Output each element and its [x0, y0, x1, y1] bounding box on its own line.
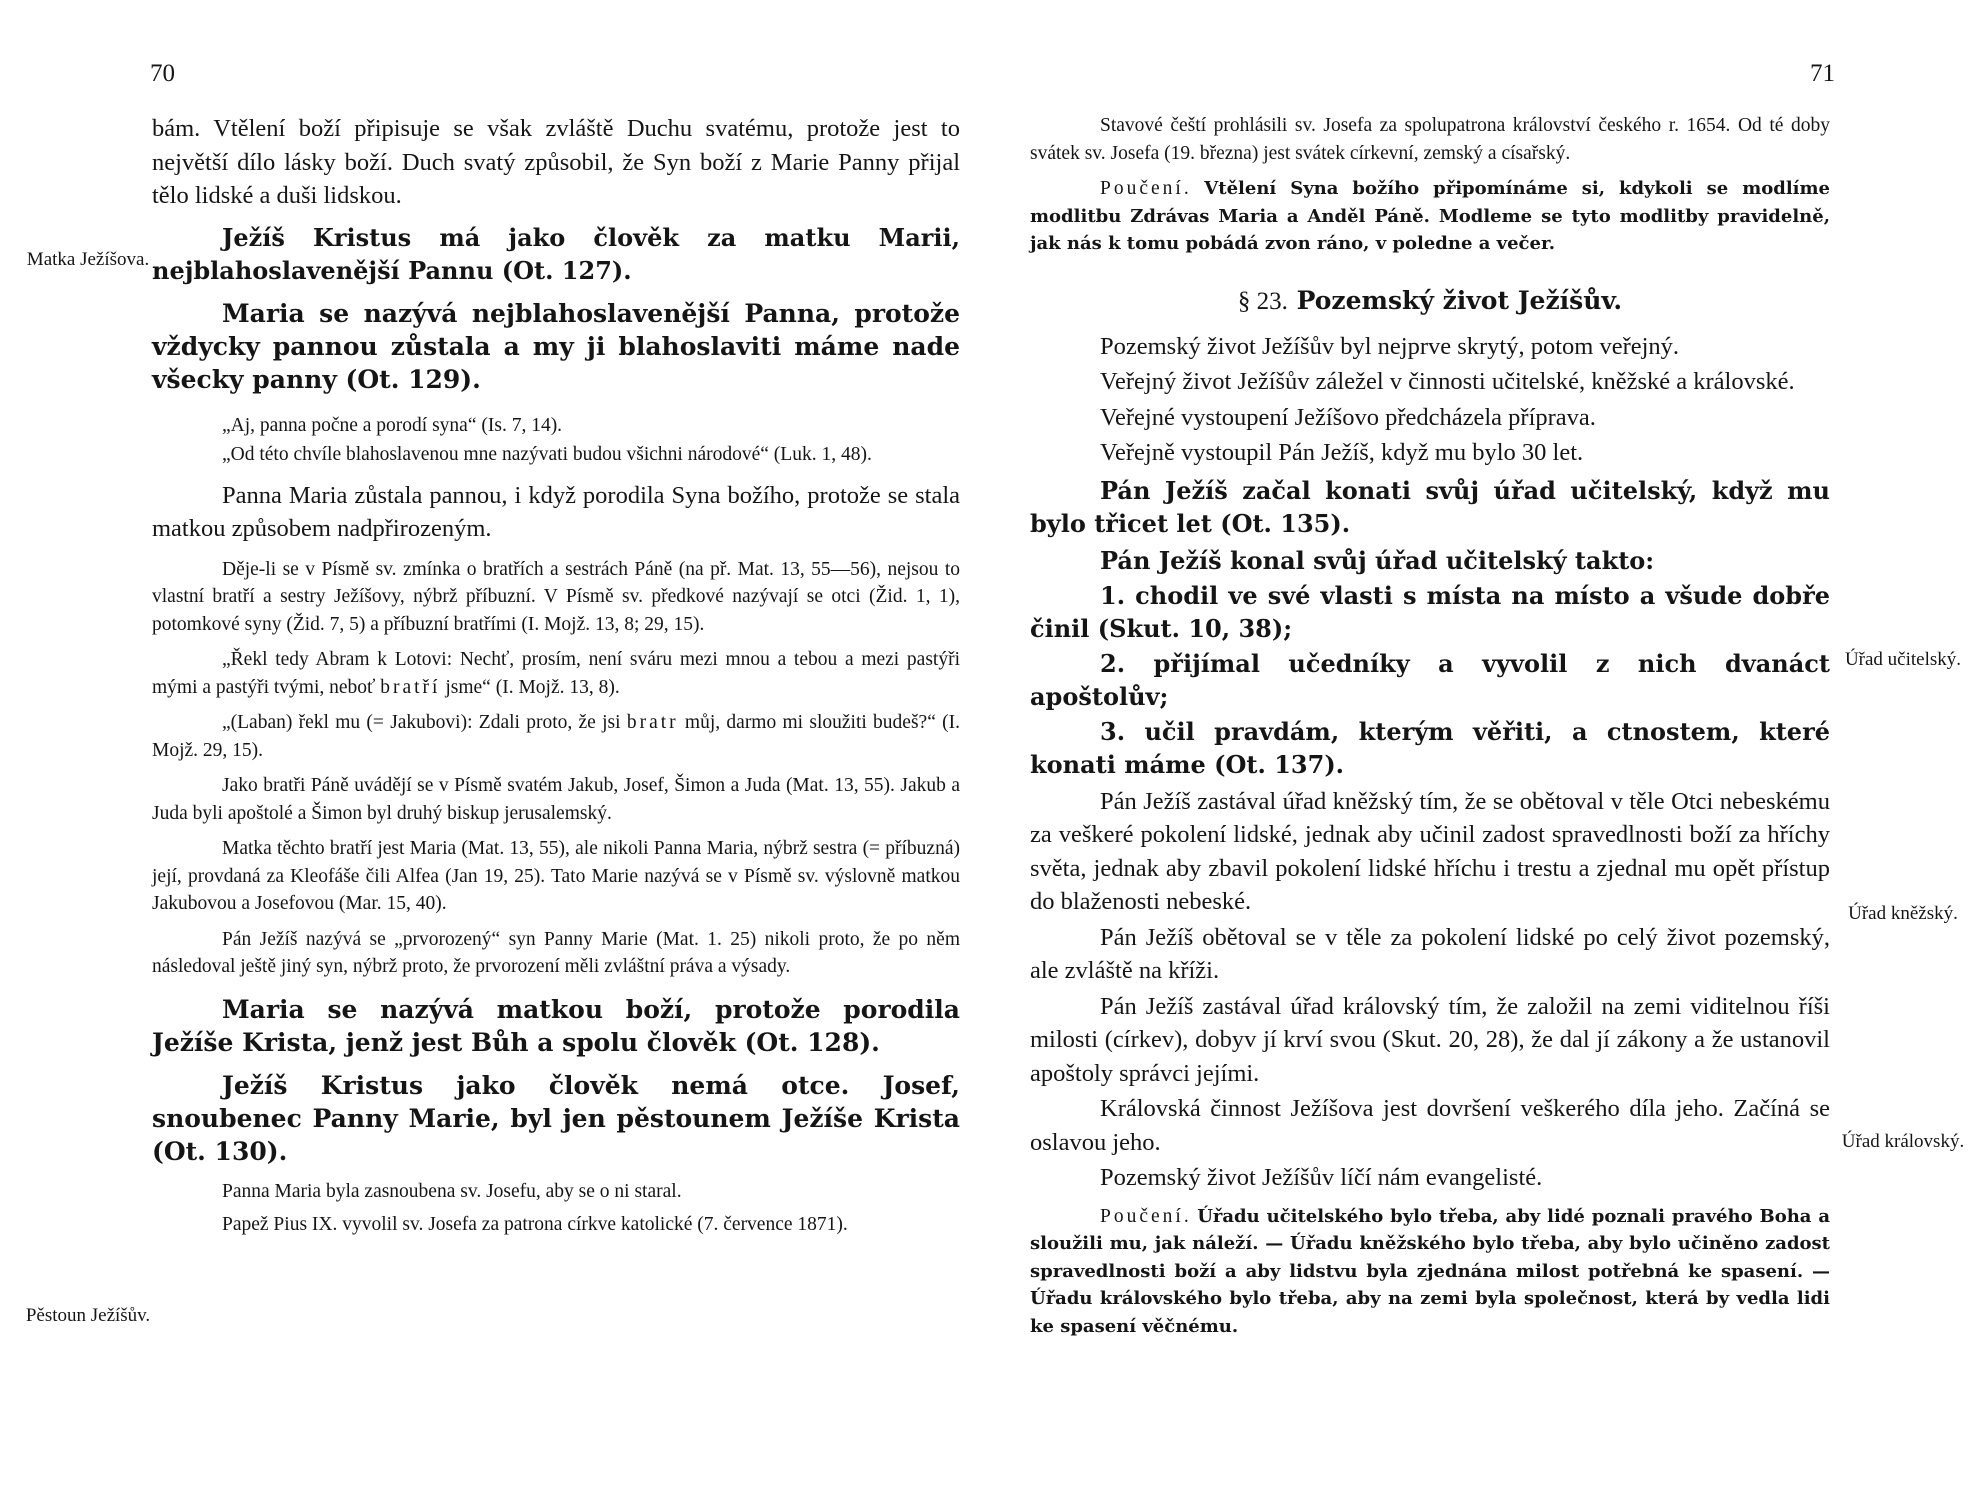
note-paragraph: Stavové čeští prohlásili sv. Josefa za spolupatrona království českého r. 1654. Od té doby svátek sv. Josefa (19. března) jest svátek církevní, zemský a císařský.: [1030, 115, 1830, 164]
note-paragraph: Pán Ježíš nazývá se „prvorozený“ syn Panny Marie (Mat. 1. 25) nikoli proto, že po něm následoval ještě jiný syn, nýbrž proto, že prvorození měli zvláštní práva a výsady.: [152, 928, 960, 977]
quotation: „Od této chvíle blahoslavenou mne nazývati budou všichni národové“ (Luk. 1, 48).: [222, 444, 872, 465]
doctrine-statement: Ježíš Kristus má jako člověk za matku Marii, nejblahoslavenější Pannu (Ot. 127).: [152, 222, 960, 285]
lesson-label: Poučení.: [1100, 1205, 1192, 1227]
margin-note-matka: Matka Ježíšova.: [26, 249, 150, 270]
doctrine-item: 2. přijímal učedníky a vyvolil z nich dvanáct apoštolův;: [1030, 648, 1830, 711]
section-title: Pozemský život Ježíšův.: [1296, 285, 1623, 315]
lesson-text: Úřadu učitelského bylo třeba, aby lidé poznali pravého Boha a sloužili mu, jak náleží. — Úřadu kněžského bylo třeba, aby bylo učiněno zadost spravedlnosti boží a aby lidstvu byla zjednána milost potřebná ke spasení. — Úřadu královského bylo třeba, aby na zemi byla společnost, která by vedla lidi ke spasení věčnému.: [1030, 1205, 1830, 1337]
paragraph: Pozemský život Ježíšův líčí nám evangelisté.: [1100, 1164, 1543, 1191]
quotation: „Aj, panna počne a porodí syna“ (Is. 7, 14).: [222, 414, 563, 436]
spaced-word: bratří: [380, 676, 441, 698]
spaced-word: bratr: [626, 712, 679, 733]
paragraph: Veřejné vystoupení Ježíšovo předcházela příprava.: [1100, 403, 1596, 431]
quote-text: jsme“ (I. Mojž. 13, 8).: [445, 676, 620, 698]
lesson-text: Vtělení Syna božího připomínáme si, kdykoli se modlíme modlitbu Zdrávas Maria a Anděl Páně. Modleme se tyto modlitby pravidelně, jak nás k tomu pobádá zvon ráno, v poledne a večer.: [1030, 178, 1831, 254]
section-heading: [1030, 286, 1830, 316]
margin-note-ucitelsky: Úřad učitelský.: [1844, 649, 1962, 670]
note-paragraph: Děje-li se v Písmě sv. zmínka o bratřích a sestrách Páně (na př. Mat. 13, 55—56), nejsou to vlastní bratří a sestry Ježíšovy, nýbrž příbuzní. V Písmě sv. předkové nazývají se otci (Žid. 1, 1), potomkové syny (Žid. 7, 5) a příbuzní bratřími (I. Mojž. 13, 8; 29, 15).: [152, 558, 960, 635]
page-number: 70: [150, 60, 175, 87]
lesson-paragraph: [1030, 175, 1830, 258]
right-text-column: [1030, 112, 1830, 1340]
quotation: [152, 709, 960, 764]
margin-note-kralovsky: Úřad královský.: [1841, 1131, 1965, 1152]
quote-text: „(Laban) řekl mu (= Jakubovi): Zdali proto, že jsi: [222, 712, 621, 733]
paragraph: Královská činnost Ježíšova jest dovršení veškerého díla jeho. Začíná se oslavou jeho.: [1030, 1095, 1830, 1156]
paragraph: bám. Vtělení boží připisuje se však zvláště Duchu svatému, protože jest to největší dílo lásky boží. Duch svatý způsobil, že Syn boží z Marie Panny přijal tělo lidské a duši lidskou.: [152, 115, 960, 209]
doctrine-statement: Pán Ježíš konal svůj úřad učitelský takto:: [1100, 545, 1655, 575]
paragraph: Veřejný život Ježíšův záležel v činnosti učitelské, kněžské a královské.: [1100, 368, 1795, 395]
right-page: [990, 0, 1980, 1500]
doctrine-statement: Maria se nazývá matkou boží, protože porodila Ježíše Krista, jenž jest Bůh a spolu člověk (Ot. 128).: [152, 994, 960, 1057]
paragraph: Pán Ježíš zastával úřad kněžský tím, že se obětoval v těle Otci nebeskému za veškeré pokolení lidské, jednak aby učinil zadost spravedlnosti boží za hříchy světa, jednak aby zbavil pokolení lidské hříchu i trestu a zjednal mu opět přístup do blaženosti nebeské.: [1030, 787, 1830, 915]
margin-note-knezsky: Úřad kněžský.: [1848, 903, 1958, 924]
paragraph: Panna Maria zůstala pannou, i když porodila Syna božího, protože se stala matkou způsobem nadpřirozeným.: [152, 481, 960, 542]
left-text-column: [152, 112, 960, 1239]
doctrine-statement: Pán Ježíš začal konati svůj úřad učitelský, když mu bylo třicet let (Ot. 135).: [1030, 475, 1830, 538]
doctrine-statement: Ježíš Kristus jako člověk nemá otce. Josef, snoubenec Panny Marie, byl jen pěstounem Ježíše Krista (Ot. 130).: [152, 1070, 960, 1166]
section-mark: § 23.: [1237, 287, 1288, 315]
lesson-label: Poučení.: [1100, 178, 1192, 199]
paragraph: Pán Ježíš obětoval se v těle za pokolení lidské po celý život pozemský, ale zvláště na kříži.: [1030, 923, 1830, 984]
doctrine-item: 1. chodil ve své vlasti s místa na místo a všude dobře činil (Skut. 10, 38);: [1030, 580, 1830, 643]
doctrine-statement: Maria se nazývá nejblahoslavenější Panna, protože vždycky pannou zůstala a my ji blahoslaviti máme nade všecky panny (Ot. 129).: [152, 298, 960, 394]
note-paragraph: Jako bratři Páně uvádějí se v Písmě svatém Jakub, Josef, Šimon a Juda (Mat. 13, 55). Jakub a Juda byli apoštolé a Šimon byl druhý biskup jerusalemský.: [152, 775, 960, 824]
quote-text: můj, darmo mi sloužiti budeš?“ (I. Mojž. 29, 15).: [152, 712, 960, 761]
paragraph: Veřejně vystoupil Pán Ježíš, když mu bylo 30 let.: [1100, 439, 1584, 466]
note-paragraph: Matka těchto bratří jest Maria (Mat. 13, 55), ale nikoli Panna Maria, nýbrž sestra (= příbuzná) její, provdaná za Kleofáše čili Alfea (Jan 19, 25). Tato Marie nazývá se v Písmě sv. výslovně matkou Jakubovou a Josefovou (Mar. 15, 40).: [152, 838, 960, 914]
paragraph: Pán Ježíš zastával úřad královský tím, že založil na zemi viditelnou říši milosti (církev), dobyv jí krví svou (Skut. 20, 28), že dal jí zákony a že ustanovil apoštoly správci jejími.: [1030, 992, 1830, 1087]
note-paragraph: Papež Pius IX. vyvolil sv. Josefa za patrona církve katolické (7. července 1871).: [222, 1214, 848, 1235]
quotation: [152, 646, 960, 701]
page-number: 71: [1810, 60, 1835, 87]
note-paragraph: Panna Maria byla zasnoubena sv. Josefu, aby se o ni staral.: [222, 1180, 682, 1202]
lesson-paragraph: [1030, 1203, 1830, 1341]
margin-note-pestoun: Pěstoun Ježíšův.: [25, 1305, 151, 1326]
quote-text: „Řekl tedy Abram k Lotovi: Nechť, prosím, není sváru mezi mnou a tebou a mezi pastýři mými a pastýři tvými, neboť: [152, 649, 960, 698]
doctrine-item: 3. učil pravdám, kterým věřiti, a ctnostem, které konati máme (Ot. 137).: [1030, 716, 1830, 779]
paragraph: Pozemský život Ježíšův byl nejprve skrytý, potom veřejný.: [1100, 332, 1680, 360]
